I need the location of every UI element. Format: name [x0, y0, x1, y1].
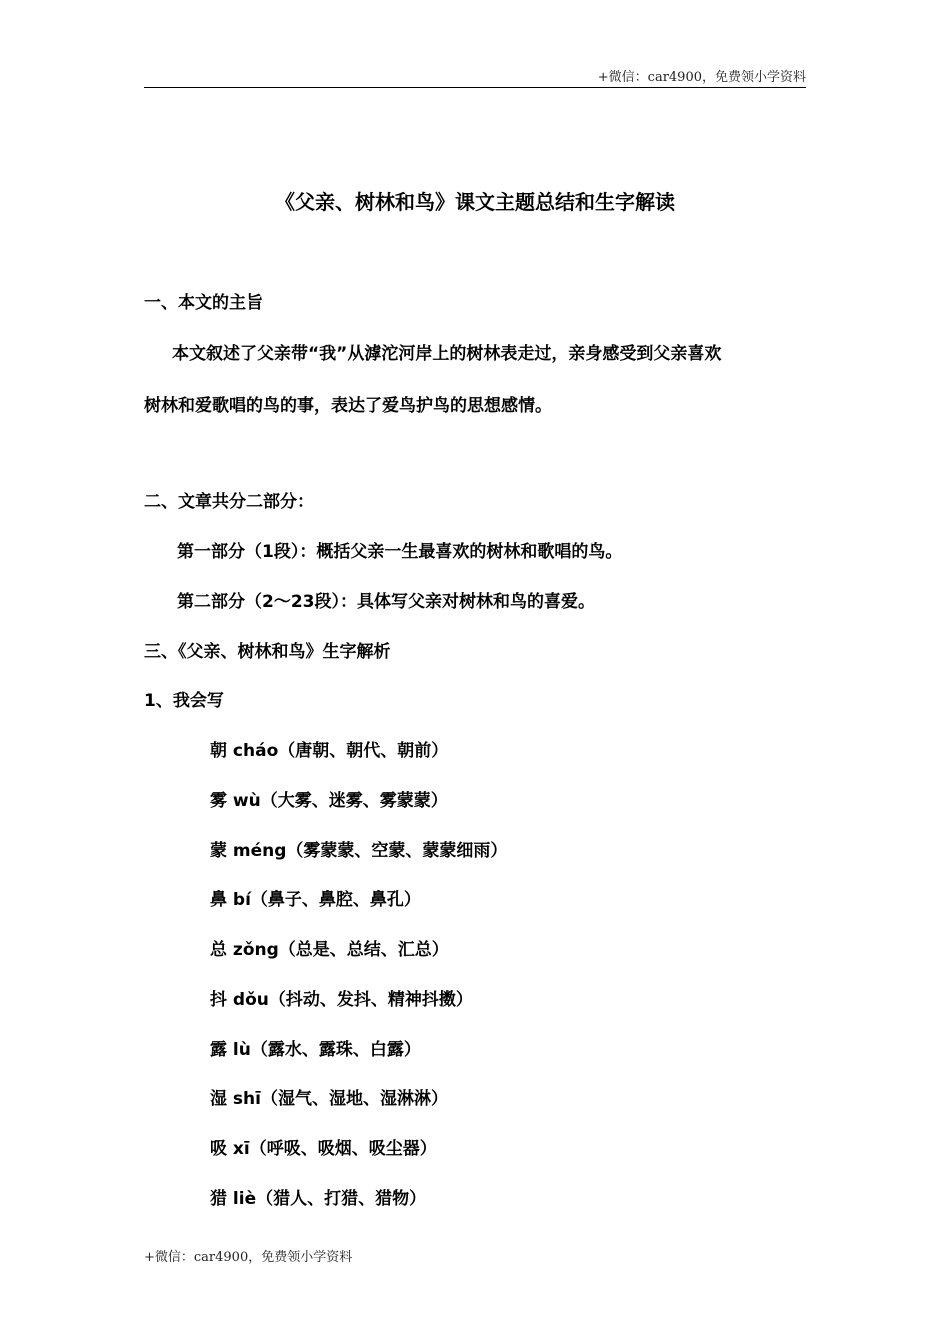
char-entry: 总 zǒng（总是、总结、汇总）: [210, 940, 449, 960]
section1-paragraph-line2: 树林和爱歌唱的鸟的事，表达了爱鸟护鸟的思想感情。: [144, 396, 552, 416]
header-rule: [144, 87, 806, 88]
section1-heading: 一、本文的主旨: [144, 293, 263, 313]
section2-part: 第一部分（1段）：概括父亲一生最喜欢的树林和歌唱的鸟。: [177, 542, 623, 562]
document-title: 《父亲、树林和鸟》课文主题总结和生字解读: [275, 190, 675, 214]
char-entry: 湿 shī（湿气、湿地、湿淋淋）: [210, 1089, 448, 1109]
section3-sub-heading: 1、我会写: [144, 691, 224, 711]
footer-note: +微信：car4900，免费领小学资料: [144, 1250, 353, 1265]
section2-part: 第二部分（2～23段）：具体写父亲对树林和鸟的喜爱。: [177, 592, 595, 612]
char-entry: 雾 wù（大雾、迷雾、雾蒙蒙）: [210, 791, 448, 811]
section2-heading: 二、文章共分二部分：: [144, 492, 314, 512]
char-entry: 露 lù（露水、露珠、白露）: [210, 1040, 421, 1060]
header-note: +微信：car4900，免费领小学资料: [597, 70, 806, 85]
section3-heading: 三、《父亲、树林和鸟》生字解析: [144, 642, 391, 662]
char-entry: 抖 dǒu（抖动、发抖、精神抖擞）: [210, 990, 473, 1010]
char-entry: 朝 cháo（唐朝、朝代、朝前）: [210, 741, 449, 761]
char-entry: 鼻 bí（鼻子、鼻腔、鼻孔）: [210, 890, 421, 910]
char-entry: 吸 xī（呼吸、吸烟、吸尘器）: [210, 1139, 437, 1159]
char-entry: 蒙 méng（雾蒙蒙、空蒙、蒙蒙细雨）: [210, 841, 508, 861]
char-entry: 猎 liè（猎人、打猎、猎物）: [210, 1189, 427, 1209]
section1-paragraph-line1: 本文叙述了父亲带“我”从滹沱河岸上的树林表走过，亲身感受到父亲喜欢: [172, 344, 722, 364]
